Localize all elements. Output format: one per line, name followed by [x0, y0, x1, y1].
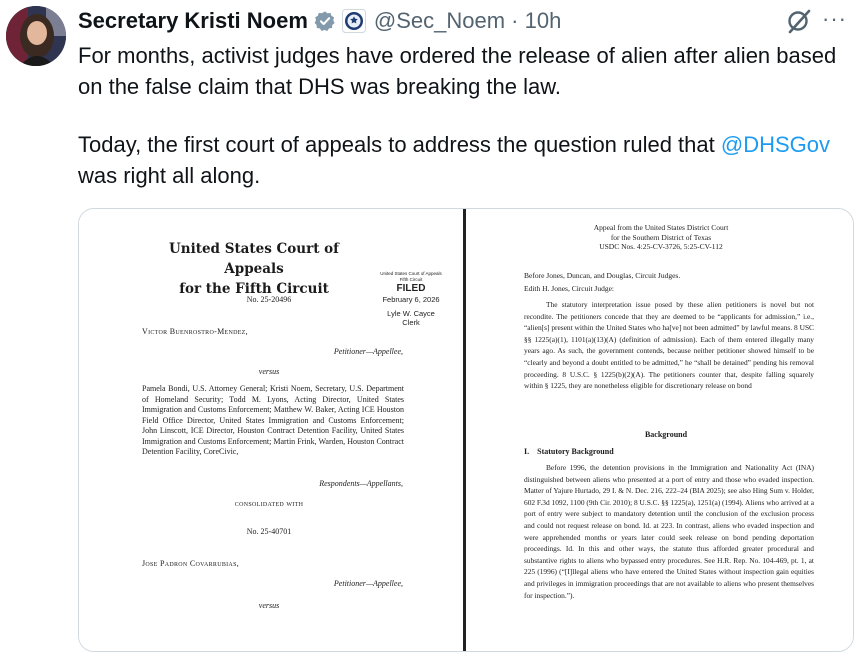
respondents-role: Respondents—Appellants, [319, 479, 403, 488]
tweet-paragraph-1: For months, activist judges have ordered the release of alien after alien based on the false claim that DHS was breaking the law. [78, 43, 837, 99]
author-name[interactable]: Secretary Kristi Noem [78, 8, 308, 33]
filed-label: FILED [396, 283, 426, 294]
timestamp[interactable]: 10h [524, 8, 562, 33]
avatar-image [6, 6, 66, 66]
document-page-left [79, 209, 466, 651]
background-heading: Background [644, 430, 688, 439]
tweet-paragraph-2-start: Today, the first court of appeals to address the question ruled that [78, 132, 715, 157]
handle-text: @Sec_Noem [373, 8, 506, 33]
appeal-line-2: for the Southern District of Texas [610, 232, 712, 242]
tweet-paragraph-2 [78, 129, 838, 191]
court-title [139, 239, 369, 299]
author-handle[interactable]: @Sec_Noem · 10h [373, 8, 562, 33]
court-title-line-2: for the Fifth Circuit [179, 281, 329, 297]
grok-icon[interactable] [786, 8, 812, 39]
verified-badge-icon[interactable] [314, 10, 336, 32]
case-number-1: No. 25-20496 [246, 295, 292, 304]
appeal-header [556, 223, 766, 252]
petitioner-2: Jose Padron Covarrubias, [142, 559, 239, 568]
media-image[interactable] [78, 208, 854, 652]
judges-line: Before Jones, Duncan, and Douglas, Circuit Judges. [524, 271, 681, 280]
petitioner-role-1: Petitioner—Appellee, [333, 347, 403, 356]
document-page-right [466, 209, 853, 651]
author-judge: Edith H. Jones, Circuit Judge: [524, 284, 614, 293]
filed-court: United States Court of Appeals [380, 271, 442, 276]
filed-date: February 6, 2026 [382, 295, 440, 304]
clerk-name: Lyle W. Cayce [387, 309, 435, 318]
court-title-line-1: United States Court of Appeals [169, 241, 339, 277]
respondents-block: Pamela Bondi, U.S. Attorney General; Kristi Noem, Secretary, U.S. Department of Homeland Security; Todd M. Lyons, Acting Director, United States Immigration and Customs Enforcement; Matthew W. Baker, Acting ICE Houston Field Office Director, United States Immigration and Customs Enforcement; John Linscott, ICE Director, Houston Contract Detention Facility, United States Immigration and Customs Enforcement; Martin Frink, Warden, Houston Contract Detention Facility, CoreCivic, [142, 384, 404, 456]
tweet-header [78, 6, 561, 36]
author-avatar[interactable] [6, 6, 66, 66]
case-number-2: No. 25-40701 [246, 527, 292, 536]
dhs-seal-icon[interactable] [342, 9, 366, 33]
versus-2: versus [258, 601, 280, 610]
versus-1: versus [258, 367, 280, 376]
appeal-line-3: USDC Nos. 4:25-CV-3726, 5:25-CV-112 [599, 242, 723, 251]
opinion-paragraph-2: Before 1996, the detention provisions in the Immigration and Nationality Act (INA) distinguished between aliens who presented at a port of entry and those who evaded inspection. Matter of Yajure Hurtado, 29 I. & N. Dec. 216, 222–24 (BIA 2025); see also Hing Sum v. Holder, 602 F.3d 1092, 1100 (9th Cir. 2010); 8 U.S.C. §§ 1225(a), 1251(a) (1994). Aliens who arrived at a port of entry were subject to mandatory detention until the conclusion of the exclusion process and could not request release on bond. Id. at 223. In contrast, aliens who evaded inspection and were apprehended months or years later could seek release on bond pending deportation proceedings. Id. In this and other ways, the statute thus afforded greater procedural and substantive rights to aliens who bypassed entry procedures. See H.R. Rep. No. 104-469, pt. 1, at 225 (1996) (“[I]llegal aliens who have entered the United States without inspection gain equities and privileges in immigration proceedings that are not available to aliens who present themselves for inspection.”). [524, 463, 815, 600]
more-options-icon[interactable]: ··· [822, 6, 847, 31]
clerk-title: Clerk [402, 318, 420, 327]
mention-link[interactable]: @DHSGov [720, 132, 831, 157]
opinion-paragraph-1: The statutory interpretation issue posed by these alien petitioners is novel but not recondite. The petitioners concede that they are deemed to be “applicants for admission,” i.e., “alien[s] present within the United States who ha[ve] not been admitted” by lawful means. 8 USC §§ 1225(a)(1), 1101(a)(13)(A) (definition of admission). Each of them entered illegally many years ago. As such, the government contends, because neither petitioner showed himself to be “clearly and beyond a doubt entitled to be admitted,” he “shall be detained” pending his removal proceeding. 8 U.S.C. § 1225(b)(2)(A). The petitioners counter that, despite falling squarely within § 1225, they are nonetheless eligible for discretionary release on bond [524, 300, 814, 391]
petitioner-role-2: Petitioner—Appellee, [333, 579, 403, 588]
consolidated-with: consolidated with [234, 499, 304, 508]
tweet-text [78, 40, 838, 191]
filed-stamp [371, 271, 451, 327]
filed-circuit: Fifth Circuit [399, 277, 423, 282]
section-heading: I. Statutory Background [524, 447, 614, 456]
petitioner-1: Victor Buenrostro-Mendez, [142, 327, 248, 336]
appeal-line-1: Appeal from the United States District Court [593, 223, 729, 232]
tweet-paragraph-2-end: was right all along. [78, 163, 261, 188]
